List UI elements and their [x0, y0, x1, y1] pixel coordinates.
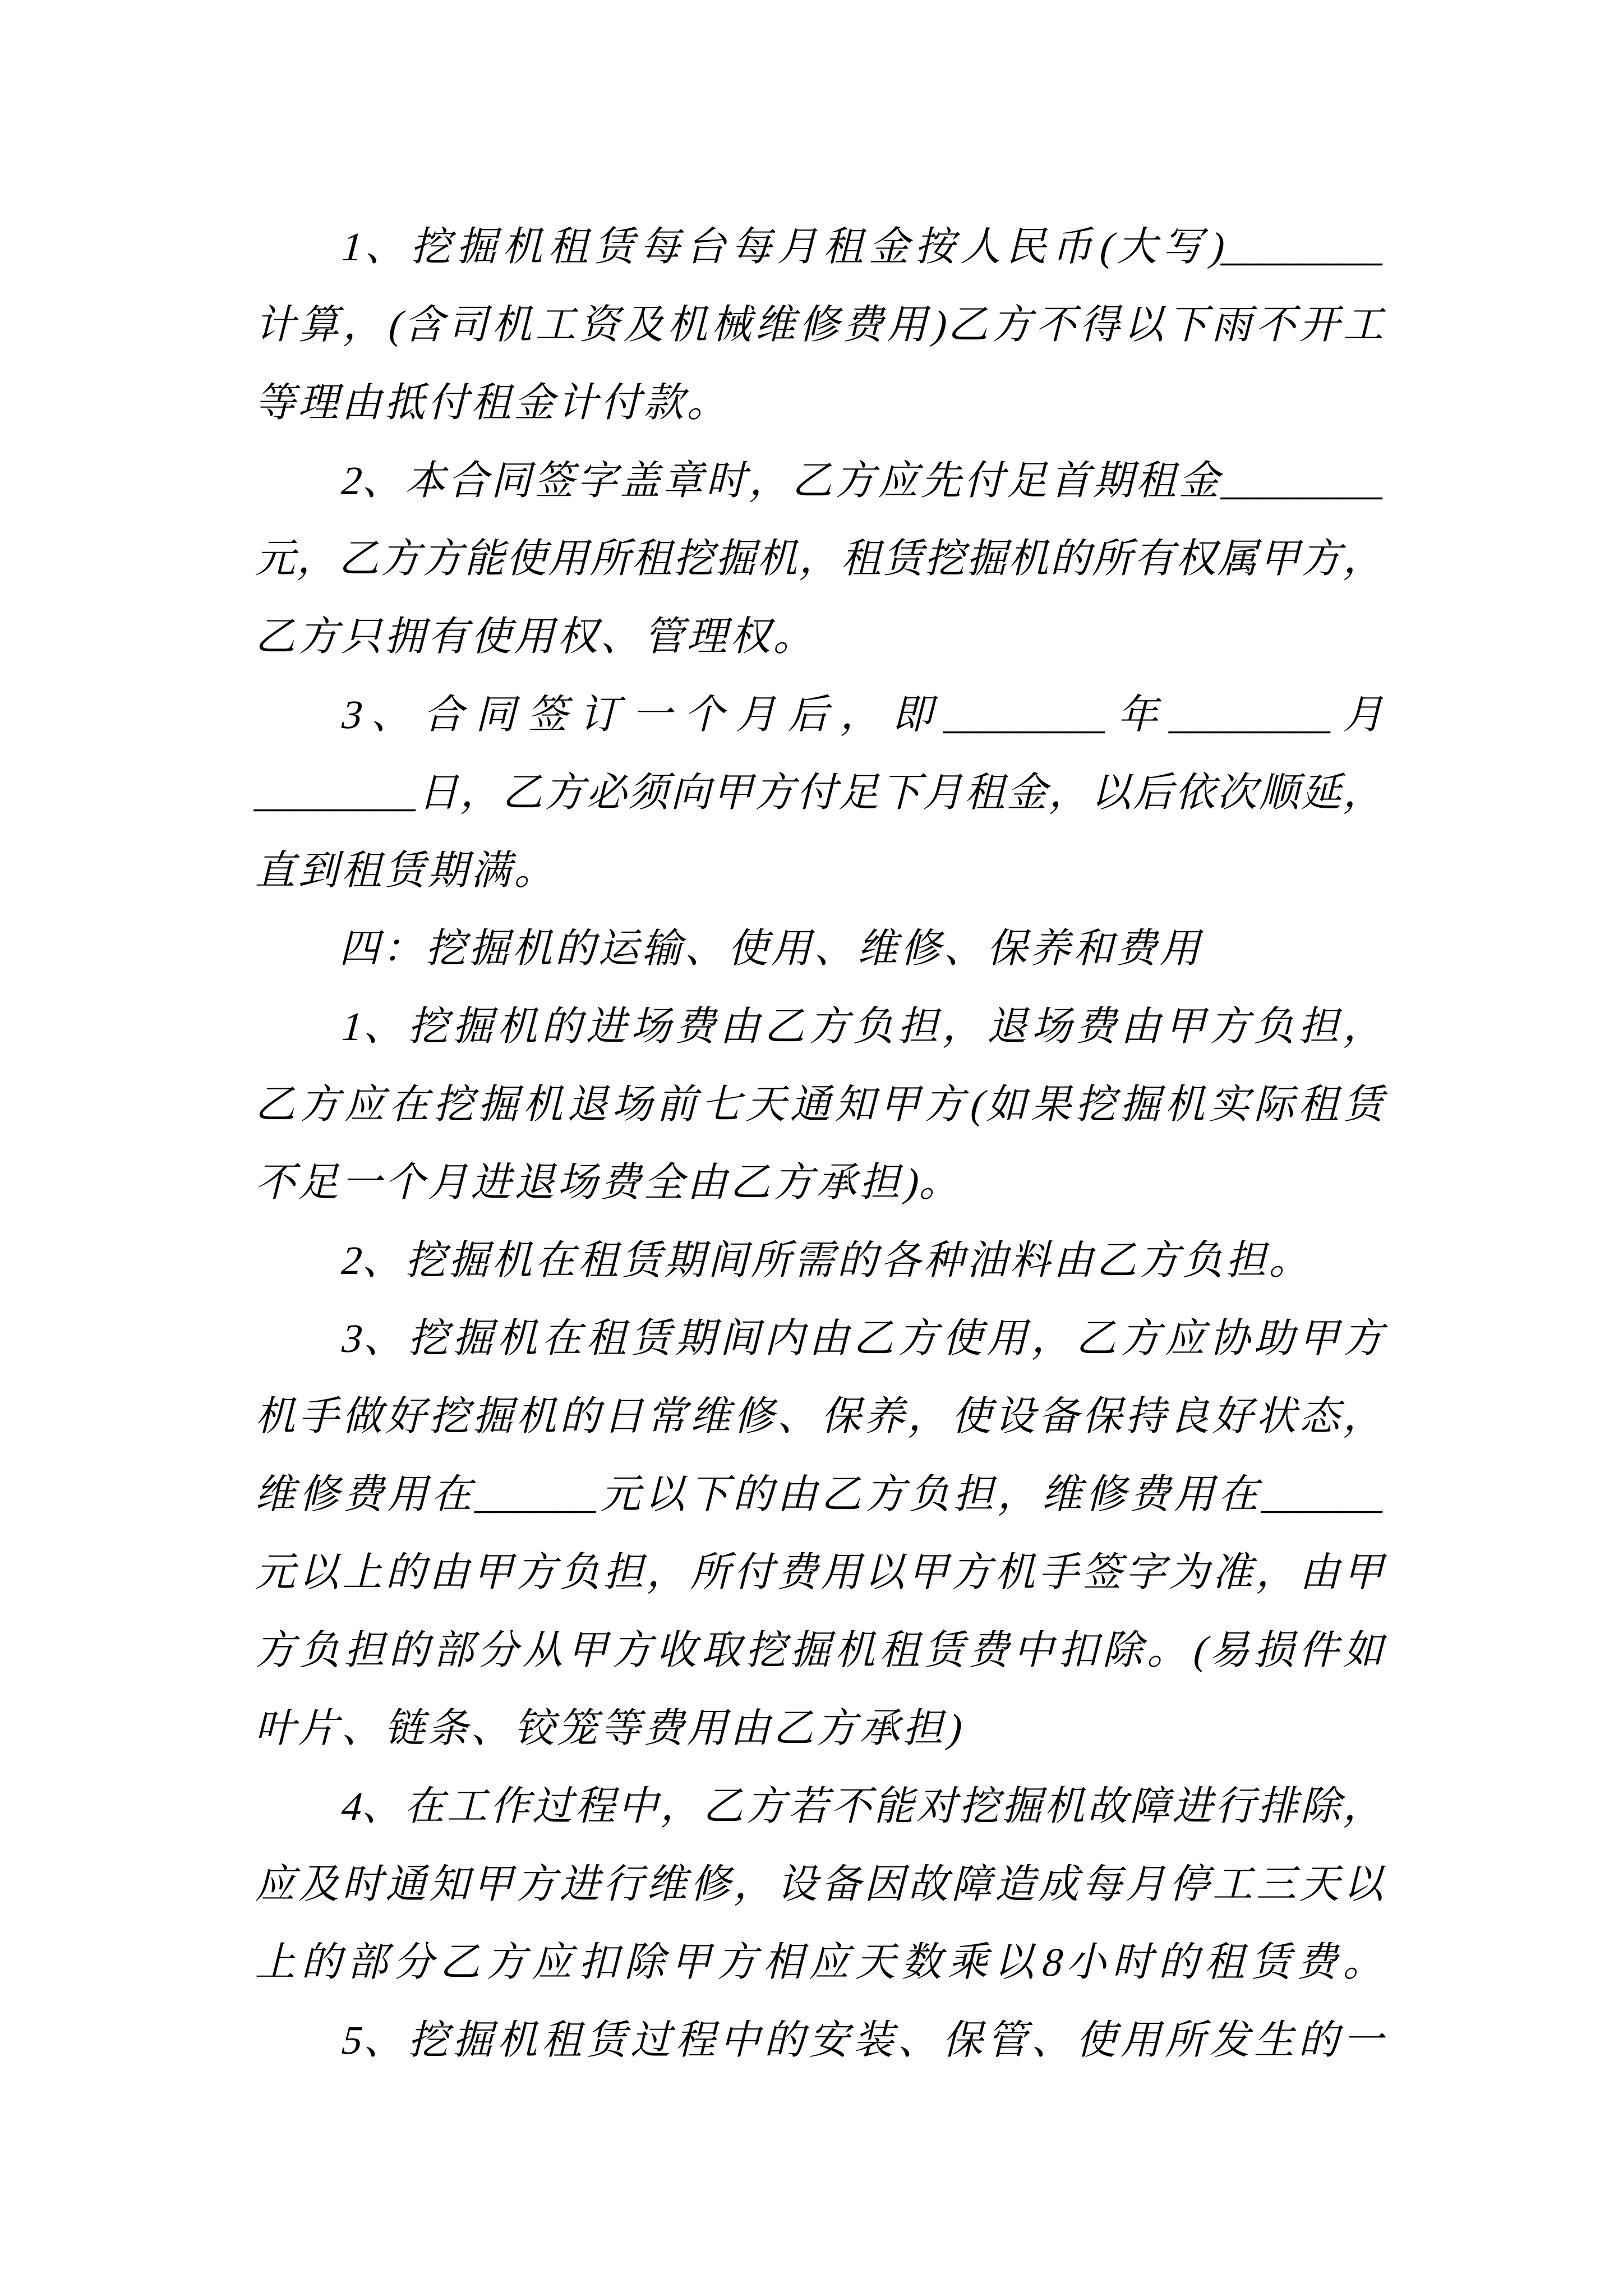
contract-line: 等理由抵付租金计付款。	[252, 380, 739, 425]
contract-document	[252, 208, 1393, 2079]
contract-line: 元以上的由甲方负担，所付费用以甲方机手签字为准，由甲	[252, 1550, 1393, 1595]
contract-line: 不足一个月进退场费全由乙方承担)。	[252, 1160, 971, 1205]
contract-line: ________日，乙方必须向甲方付足下月租金，以后依次顺延，	[252, 770, 1393, 815]
contract-line: 维修费用在______元以下的由乙方负担，维修费用在______	[252, 1472, 1393, 1517]
contract-section-heading: 四：挖掘机的运输、使用、维修、保养和费用	[336, 926, 1212, 971]
contract-line: 乙方只拥有使用权、管理权。	[252, 614, 826, 659]
contract-line: 叶片、链条、铰笼等费用由乙方承担)	[252, 1706, 971, 1751]
contract-line: 元，乙方方能使用所租挖掘机，租赁挖掘机的所有权属甲方，	[252, 536, 1393, 581]
contract-line: 1、挖掘机的进场费由乙方负担，退场费由甲方负担，	[336, 1004, 1393, 1049]
contract-line: 直到租赁期满。	[252, 848, 566, 893]
contract-line: 计算，(含司机工资及机械维修费用)乙方不得以下雨不开工	[252, 302, 1393, 347]
contract-line: 2、挖掘机在租赁期间所需的各种油料由乙方负担。	[336, 1238, 1321, 1283]
contract-line: 方负担的部分从甲方收取挖掘机租赁费中扣除。(易损件如	[252, 1628, 1393, 1673]
contract-line: 5、挖掘机租赁过程中的安装、保管、使用所发生的一	[336, 2018, 1393, 2063]
contract-line: 1、挖掘机租赁每台每月租金按人民币(大写)________	[336, 224, 1393, 269]
contract-line: 应及时通知甲方进行维修，设备因故障造成每月停工三天以	[252, 1862, 1393, 1907]
contract-line: 3、合同签订一个月后，即________年________月	[336, 692, 1393, 737]
contract-line: 上的部分乙方应扣除甲方相应天数乘以8小时的租赁费。	[252, 1940, 1393, 1985]
contract-line: 4、在工作过程中，乙方若不能对挖掘机故障进行排除，	[336, 1784, 1393, 1829]
contract-line: 乙方应在挖掘机退场前七天通知甲方(如果挖掘机实际租赁	[252, 1082, 1393, 1127]
contract-line: 2、本合同签字盖章时，乙方应先付足首期租金________	[336, 458, 1393, 503]
contract-line: 机手做好挖掘机的日常维修、保养，使设备保持良好状态，	[252, 1394, 1393, 1439]
contract-line: 3、挖掘机在租赁期间内由乙方使用，乙方应协助甲方	[336, 1316, 1393, 1361]
